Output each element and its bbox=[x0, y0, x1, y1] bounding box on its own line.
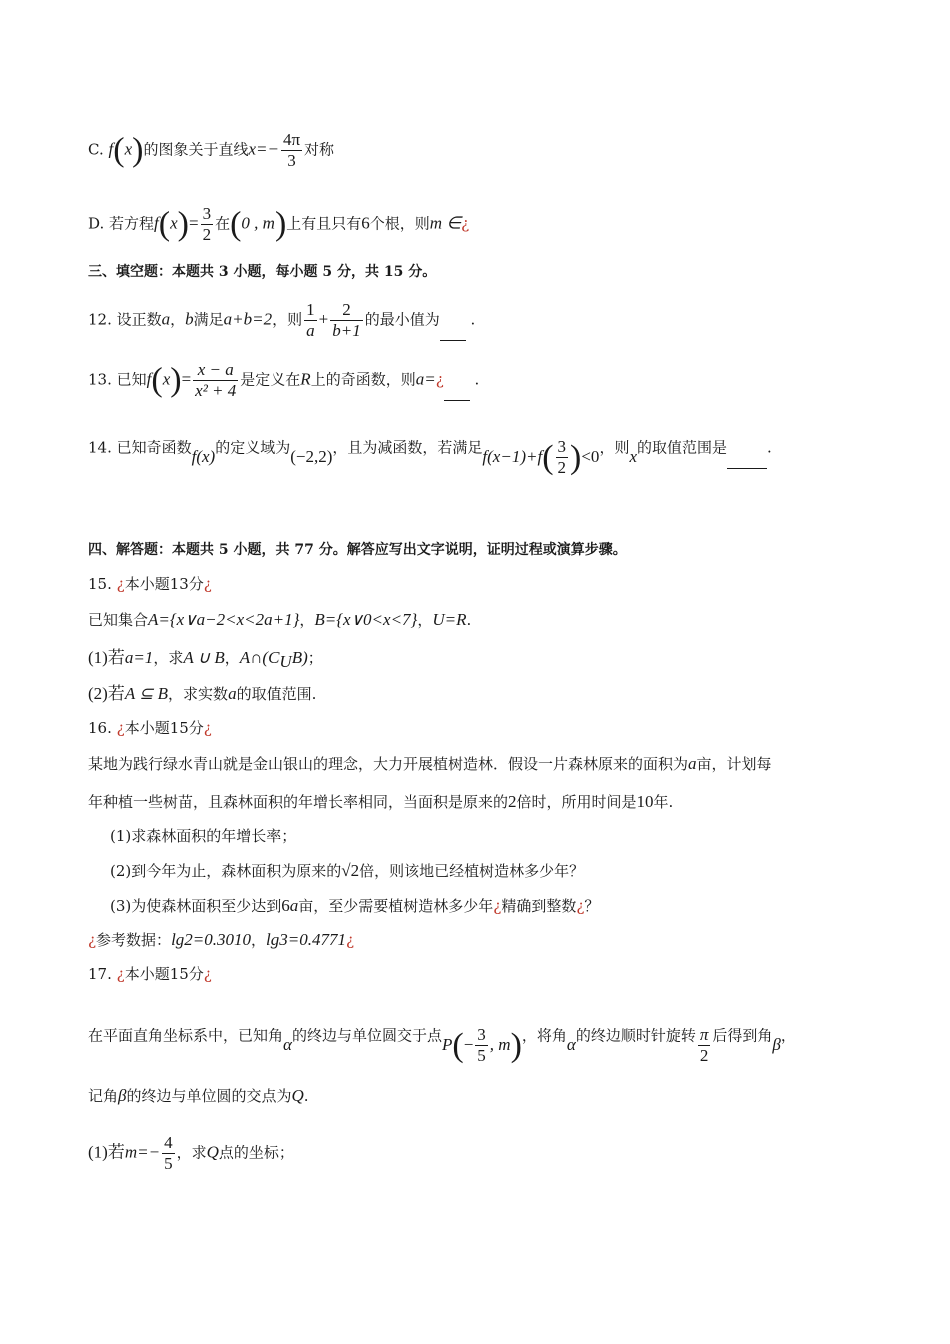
question-16-header: 16. ¿本小题15分¿ bbox=[88, 719, 212, 737]
fraction: $\frac{3}{5}$ bbox=[477, 1025, 486, 1065]
question-17-text-1: 在平面直角坐标系中，已知角α的终边与单位圆交于点P(− $\frac{3}{5}$ , m)，将角α的终边顺时针旋转 $\frac{\pi}{2}$ 后得到角β， bbox=[88, 1025, 796, 1065]
question-17-text-2: 记角β的终边与单位圆的交点为Q. bbox=[88, 1086, 309, 1105]
question-17-part-1: (1)若m=− $\frac{4}{5}$ ，求Q点的坐标； bbox=[88, 1133, 294, 1173]
fraction: $\frac{4\pi}{3}$ bbox=[282, 130, 301, 170]
question-16-text-1: 某地为践行绿水青山就是金山银山的理念，大力开展植树造林．假设一片森林原来的面积为a亩，计划每 bbox=[88, 754, 772, 773]
question-15-part-1: (1)若a=1，求A ∪ B，$A\cap(C_UB)$； bbox=[88, 648, 323, 671]
fraction: $\frac{1}{a}$ bbox=[306, 300, 315, 340]
question-16-part-2: (2)到今年为止，森林面积为原来的√2倍，则该地已经植树造林多少年？ bbox=[110, 861, 585, 880]
question-14: 14. 已知奇函数f(x)的定义域为(−2,2)，且为减函数，若满足f(x−1)+f( $\frac{3}{2}$ )<0，则x的取值范围是 . bbox=[88, 437, 772, 477]
fraction: $\frac{x - a}{\text{x² + 4}}$ bbox=[195, 360, 237, 400]
option-d: D. 若方程f(x)= $\frac{3}{2}$ 在(0 , m)上有且只有6个根，则m ∈¿ bbox=[88, 204, 470, 244]
question-12: 12. 设正数a，b满足a+b=2，则 $\frac{1}{a}$ + $\frac{2}{b+1}$ 的最小值为 . bbox=[88, 300, 476, 340]
fraction: $\frac{4}{5}$ bbox=[164, 1133, 173, 1173]
question-17-header: 17. ¿本小题15分¿ bbox=[88, 965, 212, 983]
question-15-part-2: (2)若A ⊆ B，求实数a的取值范围. bbox=[88, 684, 317, 703]
fraction: $\frac{2}{b+1}$ bbox=[332, 300, 361, 340]
answer-blank[interactable] bbox=[444, 384, 470, 401]
section-3-title: 三、填空题：本题共 3 小题，每小题 5 分，共 15 分。 bbox=[88, 264, 437, 280]
fraction: $\frac{3}{2}$ bbox=[557, 437, 567, 477]
question-13: 13. 已知f(x)= $\frac{x - a}{\text{x² + 4}}$ 是定义在R上的奇函数，则a=¿ . bbox=[88, 360, 480, 400]
question-15-sets: 已知集合A={x∨a−2<x<2a+1}，B={x∨0<x<7}，U=R. bbox=[88, 610, 472, 629]
answer-blank[interactable] bbox=[440, 324, 466, 341]
question-16-part-1: (1)求森林面积的年增长率； bbox=[110, 827, 297, 845]
question-16-part-3: (3)为使森林面积至少达到6a亩，至少需要植树造林多少年¿精确到整数¿？ bbox=[110, 896, 600, 915]
answer-blank[interactable] bbox=[727, 452, 767, 469]
section-4-title: 四、解答题：本题共 5 小题，共 77 分。解答应写出文字说明，证明过程或演算步骤。 bbox=[88, 542, 627, 558]
question-16-text-2: 年种植一些树苗，且森林面积的年增长率相同，当面积是原来的2倍时，所用时间是10年. bbox=[88, 792, 674, 811]
option-c: C. f(x)的图象关于直线x=− $\frac{4\pi}{3}$ 对称 bbox=[88, 130, 335, 170]
fraction: $\frac{\pi}{2}$ bbox=[699, 1025, 709, 1065]
question-16-reference: ¿参考数据：lg2=0.3010，lg3=0.4771¿ bbox=[88, 930, 355, 949]
question-15-header: 15. ¿本小题13分¿ bbox=[88, 575, 212, 593]
fraction: $\frac{3}{2}$ bbox=[202, 204, 212, 244]
